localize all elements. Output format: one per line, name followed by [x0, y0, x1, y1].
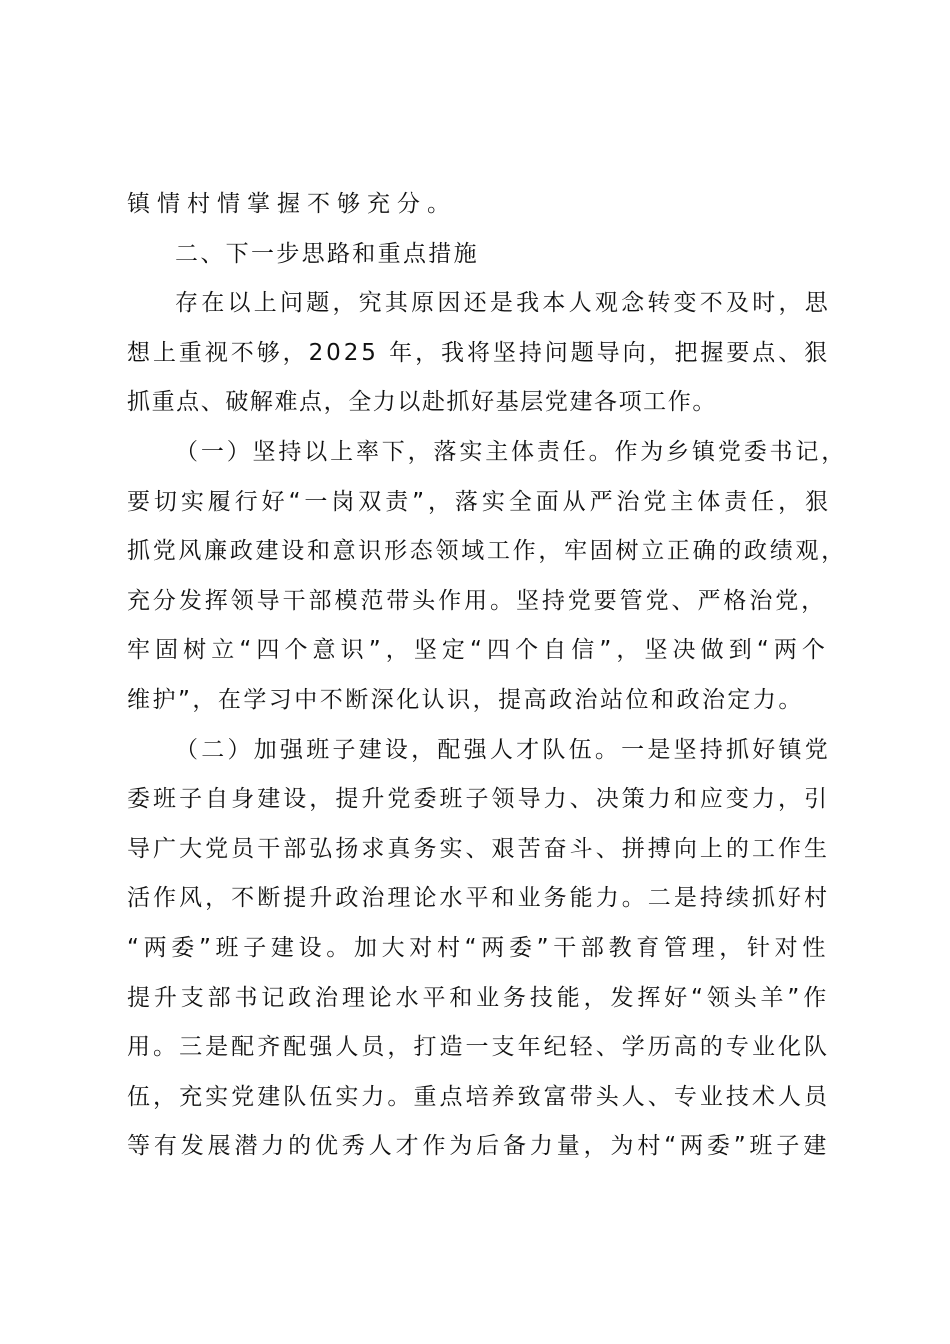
text-line: “两委”班子建设。加大对村“两委”干部教育管理，针对性 [127, 934, 831, 961]
text-line: 想上重视不够，2025 年，我将坚持问题导向，把握要点、狠 [127, 339, 831, 366]
text-line: 委班子自身建设，提升党委班子领导力、决策力和应变力，引 [127, 786, 831, 813]
text-line: 抓党风廉政建设和意识形态领域工作，牢固树立正确的政绩观， [127, 538, 847, 565]
text-line: 要切实履行好“一岗双责”，落实全面从严治党主体责任，狠 [127, 488, 832, 515]
text-line: 抓重点、破解难点，全力以赴抓好基层党建各项工作。 [127, 389, 717, 416]
text-line: 牢固树立“四个意识”，坚定“四个自信”，坚决做到“两个 [127, 637, 831, 664]
text-line: 活作风，不断提升政治理论水平和业务能力。二是持续抓好村 [127, 885, 831, 912]
text-line: 等有发展潜力的优秀人才作为后备力量，为村“两委”班子建 [127, 1133, 831, 1160]
text-line: 用。三是配齐配强人员，打造一支年纪轻、学历高的专业化队 [127, 1034, 831, 1061]
text-line: 维护”，在学习中不断深化认识，提高政治站位和政治定力。 [127, 686, 804, 713]
text-line: 存在以上问题，究其原因还是我本人观念转变不及时，思 [175, 290, 831, 317]
subsection-line: （一）坚持以上率下，落实主体责任。作为乡镇党委书记， [175, 438, 848, 465]
document-body [127, 180, 847, 1172]
text-line: 提升支部书记政治理论水平和业务技能，发挥好“领头羊”作 [127, 984, 831, 1011]
text-line: 导广大党员干部弘扬求真务实、艰苦奋斗、拼搏向上的工作生 [127, 835, 831, 862]
subsection-line: （二）加强班子建设，配强人才队伍。一是坚持抓好镇党 [175, 736, 831, 763]
text-line: 镇情村情掌握不够充分。 [127, 191, 457, 217]
text-line: 充分发挥领导干部模范带头作用。坚持党要管党、严格治党， [127, 587, 828, 614]
text-line: 伍，充实党建队伍实力。重点培养致富带头人、专业技术人员 [127, 1083, 831, 1110]
section-heading: 二、下一步思路和重点措施 [175, 240, 479, 267]
